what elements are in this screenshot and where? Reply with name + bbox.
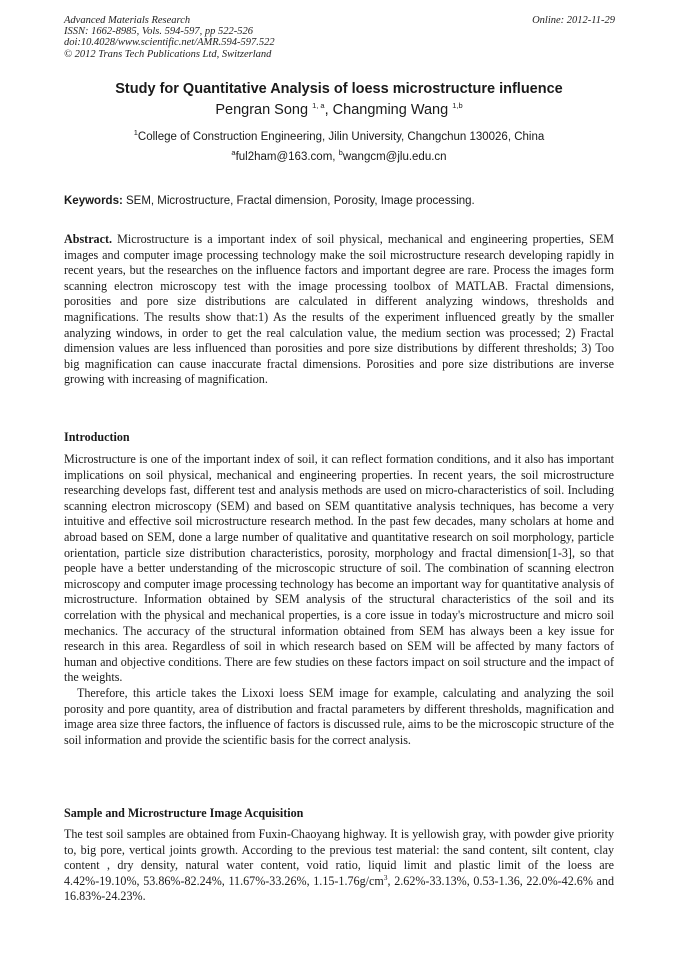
online-date: Online: 2012-11-29 [532, 15, 615, 26]
journal-header [64, 15, 275, 60]
author-name: Changming Wang [332, 102, 449, 118]
email-superscript: a [231, 148, 236, 158]
doi-line: doi:10.4028/www.scientific.net/AMR.594-597.522 [64, 37, 275, 49]
email-separator: , [332, 151, 339, 163]
introduction-section [64, 452, 614, 748]
keywords-line [64, 195, 624, 207]
author-superscript: 1, a [312, 101, 325, 111]
issn-line: ISSN: 1662-8985, Vols. 594-597, pp 522-526 [64, 26, 253, 38]
keywords-text: SEM, Microstructure, Fractal dimension, Porosity, Image processing. [122, 195, 475, 207]
section-heading-introduction: Introduction [64, 430, 130, 444]
sample-text-end: , 2.62%-33.13%, 0.53-1.36, 22.0%-42.6% and 16.83%-24.23%. [64, 873, 614, 904]
email-superscript: b [338, 148, 343, 158]
paper-title: Study for Quantitative Analysis of loess microstructure influence [115, 81, 563, 97]
journal-name: Advanced Materials Research [64, 15, 191, 26]
email-link[interactable]: ful2ham@163.com [235, 151, 333, 163]
introduction-paragraph: Microstructure is one of the important index of soil, it can reflect formation conditions, and it also has important implications on soil physical, mechanical and engineering properties. In recent years, the soil microstructure researching develops fast, different test and analysis methods are used on micro-characteristics of soil. Including scanning electron microscopy (SEM) and based on SEM quantitative analysis techniques, has become a very intuitive and effective soil microstructure research method. In the past few decades, many scholars at home and abroad based on SEM, done a large number of qualitative and quantitative research on soil morphology, particle orientation, particle size distribution characteristics, porosity, morphology and fractal dimension[1-3], so that people have a better understanding of the microscopic structure of soil. The combination of scanning electron microscopy and computer image processing technology has become an important way for quantitative analysis of microstructure. Information obtained by SEM analysis of the structural characteristics of the soil and its correlation with the physical and mechanical properties, is a core issue in today's microstructure and micro soil mechanics. The accuracy of the structural information obtained from SEM has always been a key issue for research in this area. Regardless of soil in which research based on SEM will be affected by many factors of human and objective conditions. There are few studies on these factors impact on soil structure and the impact of the weights. [64, 452, 614, 685]
email-link[interactable]: wangcm@jlu.edu.cn [342, 151, 447, 163]
keywords-label: Keywords: [64, 195, 123, 207]
affiliation-superscript: 1 [133, 128, 138, 138]
author-name: Pengran Song [215, 102, 309, 118]
sample-text: The test soil samples are obtained from Fuxin-Chaoyang highway. It is yellowish gray, with powder give priority to, big pore, vertical joints growth. According to the previous test material: the sand content, silt content, clay content , dry density, natural water content, void ratio, liquid limit and plastic limit of the loess are 4.42%-19.10%, 53.86%-82.24%, 11.67%-33.26%, 1.15-1.76g/cm [64, 827, 614, 888]
copyright-line: © 2012 Trans Tech Publications Ltd, Switzerland [64, 48, 272, 60]
introduction-paragraph: Therefore, this article takes the Lixoxi loess SEM image for example, calculating and analyzing the soil porosity and pore quantity, area of distribution and fractal parameters by different thresholds, magnification and image area size three factors, the influence of factors is discussed rule, aims to be the microscopic structure of the soil information and provide the scientific basis for the correct analysis. [64, 685, 614, 747]
unit-superscript: 3 [383, 872, 388, 882]
affiliation-text: College of Construction Engineering, Jilin University, Changchun 130026, China [137, 131, 545, 143]
affiliation-line [0, 128, 678, 143]
section-heading-sample: Sample and Microstructure Image Acquisition [64, 806, 304, 820]
abstract-label: Abstract. [64, 232, 113, 246]
abstract-text: Microstructure is a important index of soil physical, mechanical and engineering properties, SEM images and computer image processing technology make the soil microstructure research developing rapidly in recent years, but the researches on the influence factors and important degree are rare. Process the images form scanning electron microscopy test with the image processing toolbox of MATLAB. Fractal dimensions, porosities and pore size distributions are calculated in different analyzing windows, thresholds and magnifications. The results show that:1) As the results of the experiment influenced greatly by the smaller analyzing windows, in order to get the real calculation value, the medium section was processed; 2) Fractal dimension values are less influenced than porosities and pore size distributions by different thresholds; 3) Too big magnification can cause inaccurate fractal dimensions. Porosities and pore size distributions are inverse growing with increasing of magnification. [64, 232, 614, 387]
author-superscript: 1,b [452, 101, 463, 111]
author-separator: , [324, 102, 333, 118]
sample-paragraph [64, 827, 614, 905]
author-line [0, 102, 678, 118]
email-line [0, 148, 678, 163]
abstract-paragraph [64, 232, 614, 388]
